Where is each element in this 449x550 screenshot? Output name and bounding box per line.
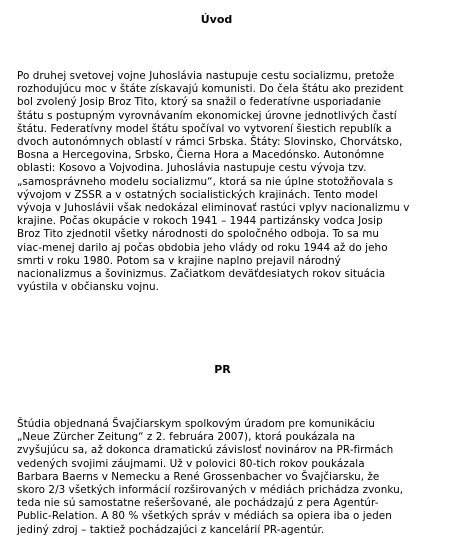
paragraph-line: Public-Relation. A 80 % všetkých správ v médiách sa opiera iba o jeden — [17, 510, 392, 523]
paragraph-line: smrti v roku 1980. Potom sa v krajine naplno prejavil národný — [17, 254, 341, 267]
paragraph-line: vývojom v ZSSR a v ostatných socialistických krajinách. Tento model — [17, 188, 378, 201]
paragraph-line: nacionalizmus a šovinizmus. Začiatkom deväťdesiatych rokov situácia — [17, 268, 386, 281]
paragraph-line: zvyšujúcu sa, až dokonca dramatickú závislosť novinárov na PR-firmách — [17, 444, 394, 457]
paragraph-line: „samosprávneho modelu socializmu“, ktorá sa nie úplne stotožňovala s — [17, 175, 394, 188]
section-paragraph-uvod — [17, 70, 437, 294]
paragraph-line: jediný zdroj – taktiež pochádzajúci z kancelárií PR-agentúr. — [17, 523, 325, 536]
paragraph-line: Bosna a Hercegovina, Srbsko, Čierna Hora a Macedónsko. Autonómne — [17, 149, 385, 162]
paragraph-line: Broz Tito zjednotil všetky národnosti do spoločného odboja. To sa mu — [17, 228, 380, 241]
paragraph-line: dvoch autonómnych oblastí v rámci Srbska. Štáty: Slovinsko, Chorvátsko, — [17, 136, 403, 149]
paragraph-line: Po druhej svetovej vojne Juhoslávia nastupuje cestu socializmu, pretože — [17, 70, 395, 82]
paragraph-line: rozhodujúcu moc v štáte získavajú komunisti. Do čela štátu ako prezident — [17, 83, 404, 96]
section-heading-uvod: Úvod — [200, 13, 233, 26]
paragraph-line: skoro 2/3 všetkých informácií rozširovaných v médiách prichádza zvonku, — [17, 484, 404, 497]
paragraph-line: vývoja v Juhoslávii však nedokázal eliminovať rastúci vplyv nacionalizmu v — [17, 202, 410, 215]
paragraph-line: Barbara Baerns v Nemecku a René Grossenbacher vo Švajčiarsku, že — [17, 470, 380, 483]
paragraph-line: „Neue Zürcher Zeitung“ z 2. februára 2007), ktorá poukázala na — [17, 431, 356, 444]
section-heading-pr: PR — [214, 363, 231, 376]
paragraph-line: vyústila v občiansku vojnu. — [17, 281, 159, 294]
paragraph-line: viac-menej darilo aj počas obdobia jeho vlády od roku 1944 až do jeho — [17, 241, 388, 254]
paragraph-line: štátu s postupným vyrovnávaním ekonomickej úrovne jednotlivých častí — [17, 109, 397, 122]
section-paragraph-pr — [17, 418, 437, 537]
paragraph-line: Štúdia objednaná Švajčiarskym spolkovým úradom pre komunikáciu — [17, 418, 375, 430]
paragraph-line: štátu. Federatívny model štátu spočíval vo vytvorení šiestich republík a — [17, 122, 392, 135]
paragraph-line: bol zvolený Josip Broz Tito, ktorý sa snažil o federatívne usporiadanie — [17, 96, 382, 109]
paragraph-line: oblasti: Kosovo a Vojvodina. Juhoslávia nastupuje cestu vývoja tzv. — [17, 162, 367, 175]
paragraph-line: vedených svojimi záujmami. Už v polovici 80-tich rokov poukázala — [17, 457, 365, 470]
paragraph-line: teda nie sú samostatne rešeršované, ale pochádzajú z pera Agentúr- — [17, 497, 379, 510]
paragraph-line: krajine. Počas okupácie v rokoch 1941 – 1944 partizánsky vodca Josip — [17, 215, 383, 228]
